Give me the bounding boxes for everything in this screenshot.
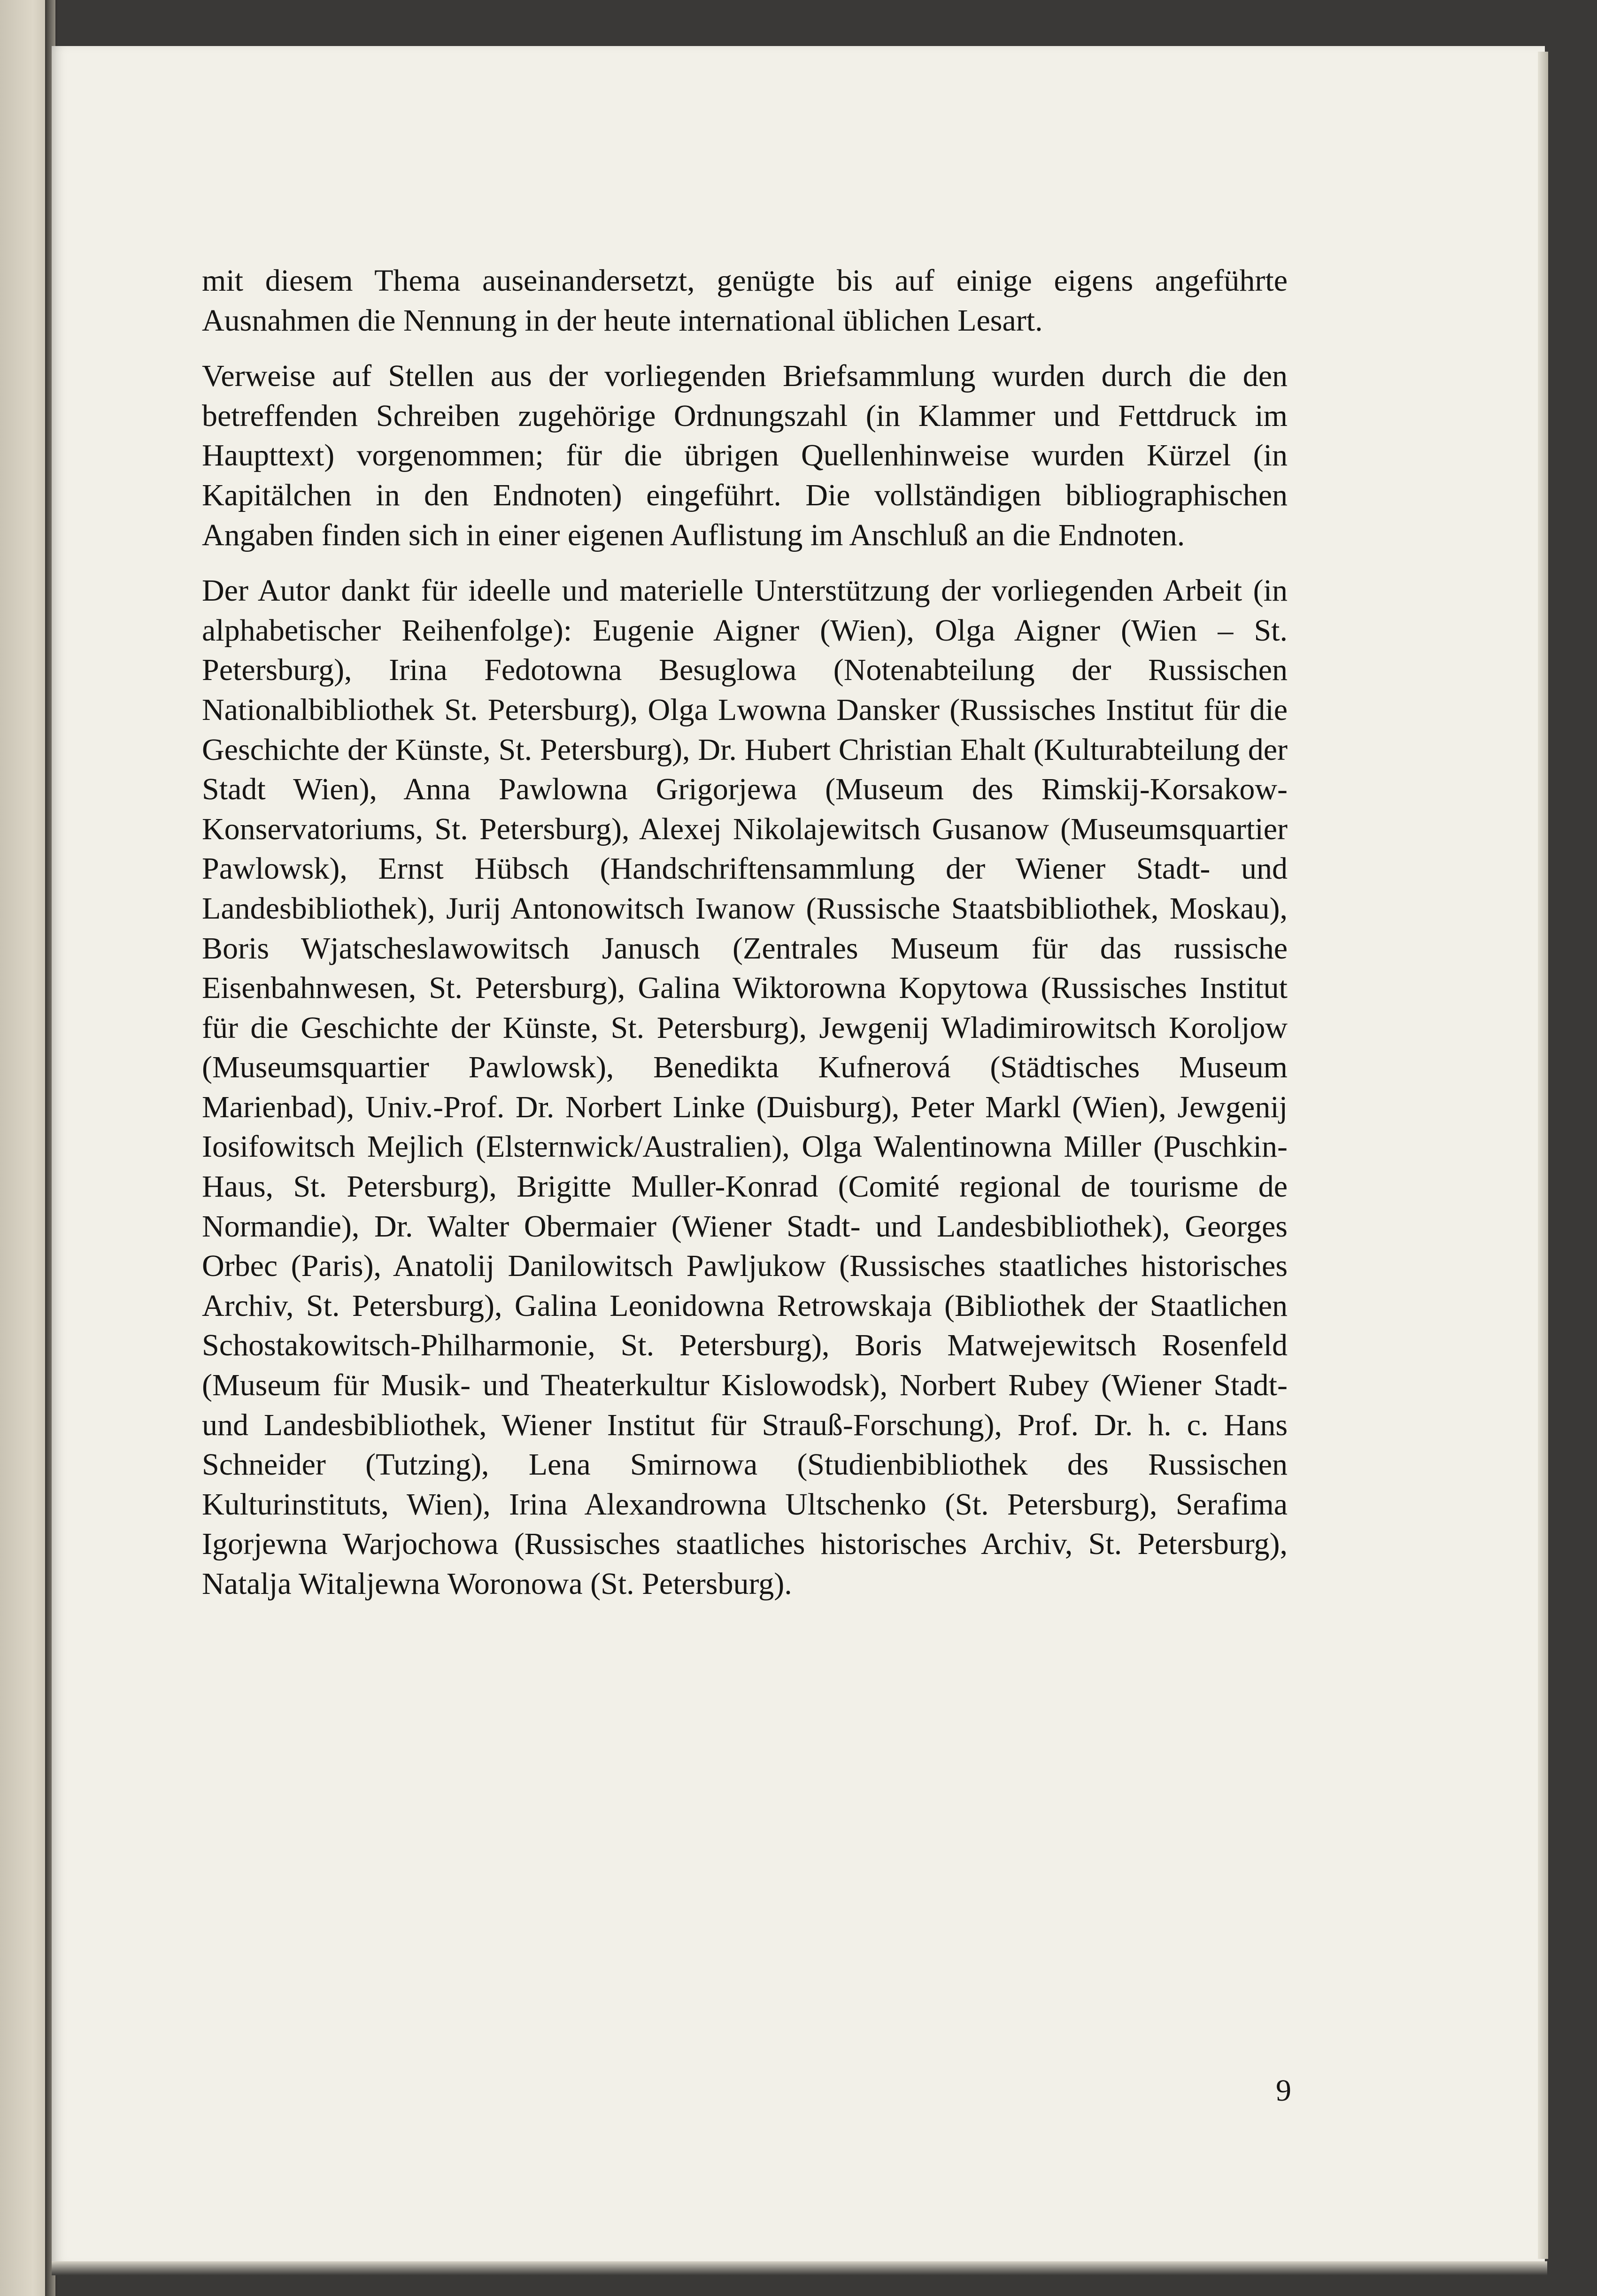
paragraph-danksagung: Der Autor dankt für ideelle und materielle Unterstützung der vorliegenden Arbeit (in alphabetischer Reihenfolge): Eugenie Aigner (Wien), Olga Aigner (Wien – St. Petersburg), Irina Fedotowna Besuglowa (Notenabteilung der Russischen Nationalbibliothek St. Petersburg), Olga Lwowna Dansker (Russisches Institut für die Geschichte der Künste, St. Petersburg), Dr. Hubert Christian Ehalt (Kulturabteilung der Stadt Wien), Anna Pawlowna Grigorjewa (Museum des Rimskij-Korsakow-Konservatoriums, St. Petersburg), Alexej Nikolajewitsch Gusanow (Museumsquartier Pawlowsk), Ernst Hübsch (Handschriftensammlung der Wiener Stadt- und Landesbibliothek), Jurij Antonowitsch Iwanow (Russische Staatsbibliothek, Moskau), Boris Wjatscheslawowitsch Janusch (Zentrales Museum für das russische Eisenbahnwesen, St. Petersburg), Galina Wiktorowna Kopytowa (Russisches Institut für die Geschichte der Künste, St. Petersburg), Jewgenij Wladimirowitsch Koroljow (Museumsquartier Pawlowsk), Benedikta Kufnerová (Städtisches Museum Marienbad), Univ.-Prof. Dr. Norbert Linke (Duisburg), Peter Markl (Wien), Jewgenij Iosifowitsch Mejlich (Elsternwick/Australien), Olga Walentinowna Miller (Puschkin-Haus, St. Petersburg), Brigitte Muller-Konrad (Comité regional de tourisme de Normandie), Dr. Walter Obermaier (Wiener Stadt- und Landesbibliothek), Georges Orbec (Paris), Anatolij Danilowitsch Pawljukow (Russisches staatliches historisches Archiv, St. Petersburg), Galina Leonidowna Retrowskaja (Bibliothek der Staatlichen Schostakowitsch-Philharmonie, St. Petersburg), Boris Matwejewitsch Rosenfeld (Museum für Musik- und Theaterkultur Kislowodsk), Norbert Rubey (Wiener Stadt- und Landesbibliothek, Wiener Institut für Strauß-Forschung), Prof. Dr. h. c. Hans Schneider (Tutzing), Lena Smirnowa (Studienbibliothek des Russischen Kulturinstituts, Wien), Irina Alexandrowna Ultschenko (St. Petersburg), Serafima Igorjewna Warjochowa (Russisches staatliches historisches Archiv, St. Petersburg), Natalja Witaljewna Woronowa (St. Petersburg). <box>202 573 1288 1601</box>
page-right-edge <box>1538 52 1548 2259</box>
paragraph-verweise: Verweise auf Stellen aus der vorliegenden Briefsammlung wurden durch die den betreffenden Schreiben zugehörige Ordnungszahl (in Klammer und Fettdruck im Haupttext) vorgenommen; für die übrigen Quellenhinweise wurden Kürzel (in Kapitälchen in den Endnoten) eingeführt. Die vollständigen bibliographischen Angaben finden sich in einer eigenen Auflistung im Anschluß an die Endnoten. <box>202 359 1288 552</box>
body-text <box>202 261 1288 1604</box>
page-number: 9 <box>1276 2073 1291 2108</box>
page-bottom-shadow <box>52 2261 1547 2275</box>
paragraph-lesart: mit diesem Thema auseinandersetzt, genügte bis auf einige eigens angeführte Ausnahmen die Nennung in der heute international üblichen Lesart. <box>202 263 1288 338</box>
